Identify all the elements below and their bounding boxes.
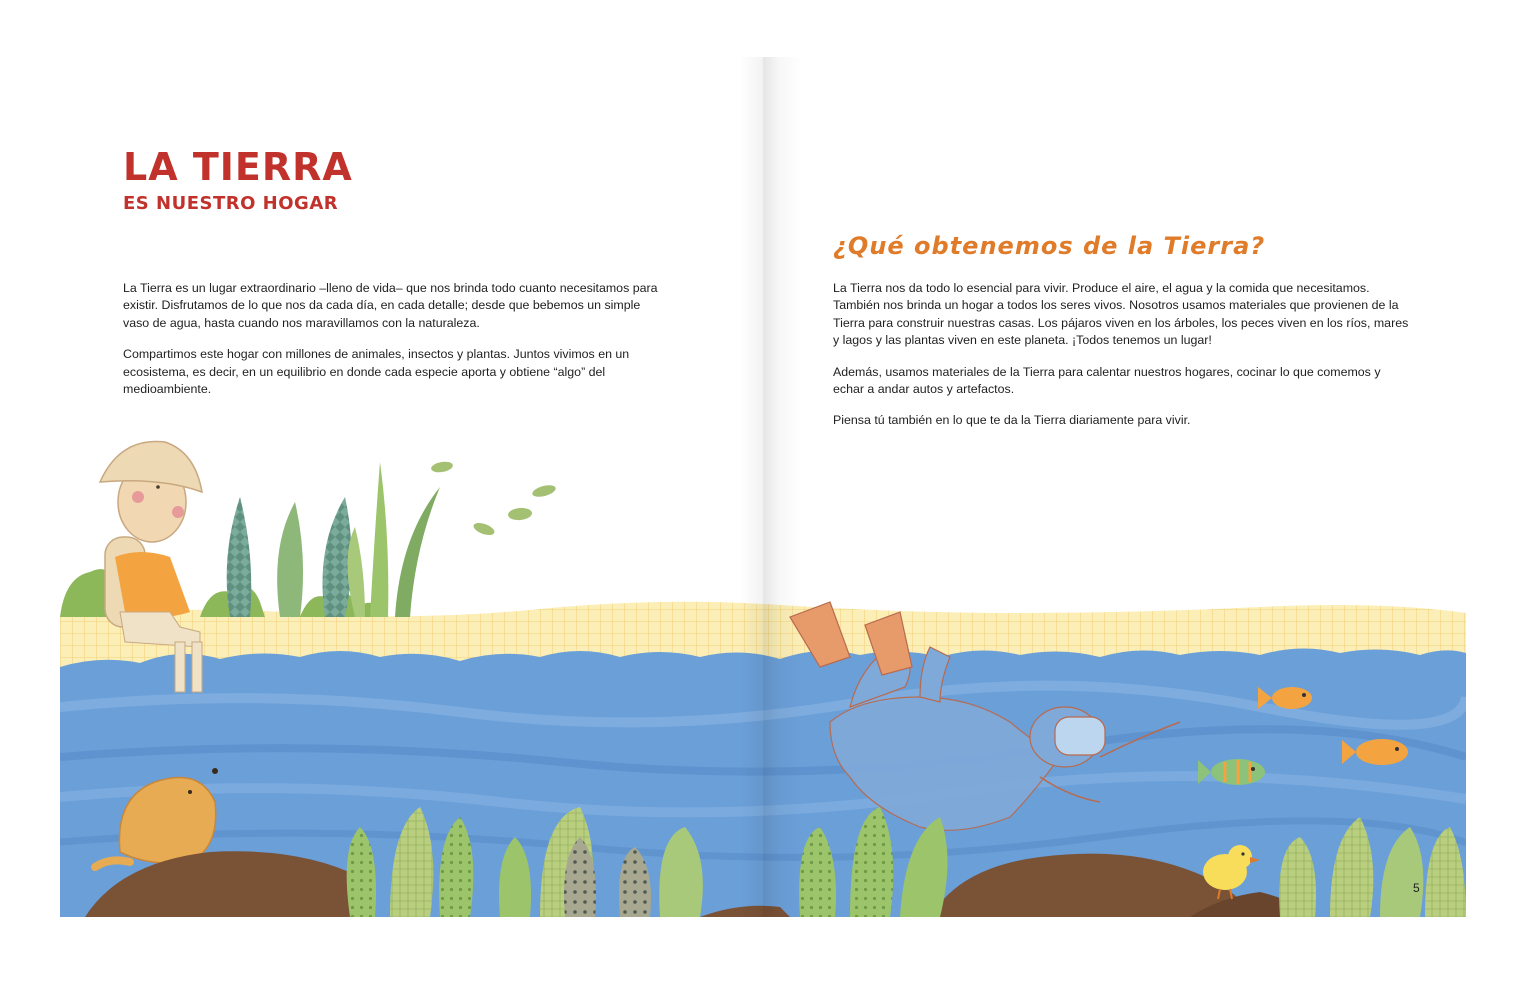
right-paragraph-2: Además, usamos materiales de la Tierra para calentar nuestros hogares, cocinar lo que comemos y echar a andar autos y artefactos.	[833, 364, 1381, 397]
left-body	[123, 280, 658, 412]
left-paragraph-2: Compartimos este hogar con millones de animales, insectos y plantas. Juntos vivimos en un ecosistema, es decir, en un equilibrio en donde cada especie aporta y obtiene “algo” del medioambiente.	[123, 347, 630, 397]
page-title: LA TIERRA	[123, 145, 353, 189]
right-paragraph-1: La Tierra nos da todo lo esencial para vivir. Produce el aire, el agua y la comida que necesitamos. También nos brinda un hogar a todos los seres vivos. Nosotros usamos materiales que provienen de la Tierra para construir nuestras casas. Los pájaros viven en los árboles, los peces viven en los ríos, mares y lagos y las plantas viven en este planeta. ¡Todos tenemos un lugar!	[833, 281, 1409, 348]
left-page	[60, 57, 763, 917]
right-body	[833, 280, 1413, 444]
book-spread	[60, 57, 1466, 917]
page-subtitle: ES NUESTRO HOGAR	[123, 193, 339, 214]
right-paragraph-3: Piensa tú también en lo que te da la Tierra diariamente para vivir.	[833, 413, 1191, 428]
page-number: 5	[1413, 881, 1420, 895]
section-heading: ¿Qué obtenemos de la Tierra?	[833, 232, 1266, 260]
right-page	[763, 57, 1466, 917]
left-paragraph-1: La Tierra es un lugar extraordinario –lleno de vida– que nos brinda todo cuanto necesitamos para existir. Disfrutamos de lo que nos da cada día, en cada detalle; desde que bebemos un simple vaso de agua, hasta cuando nos maravillamos con la naturaleza.	[123, 281, 658, 330]
